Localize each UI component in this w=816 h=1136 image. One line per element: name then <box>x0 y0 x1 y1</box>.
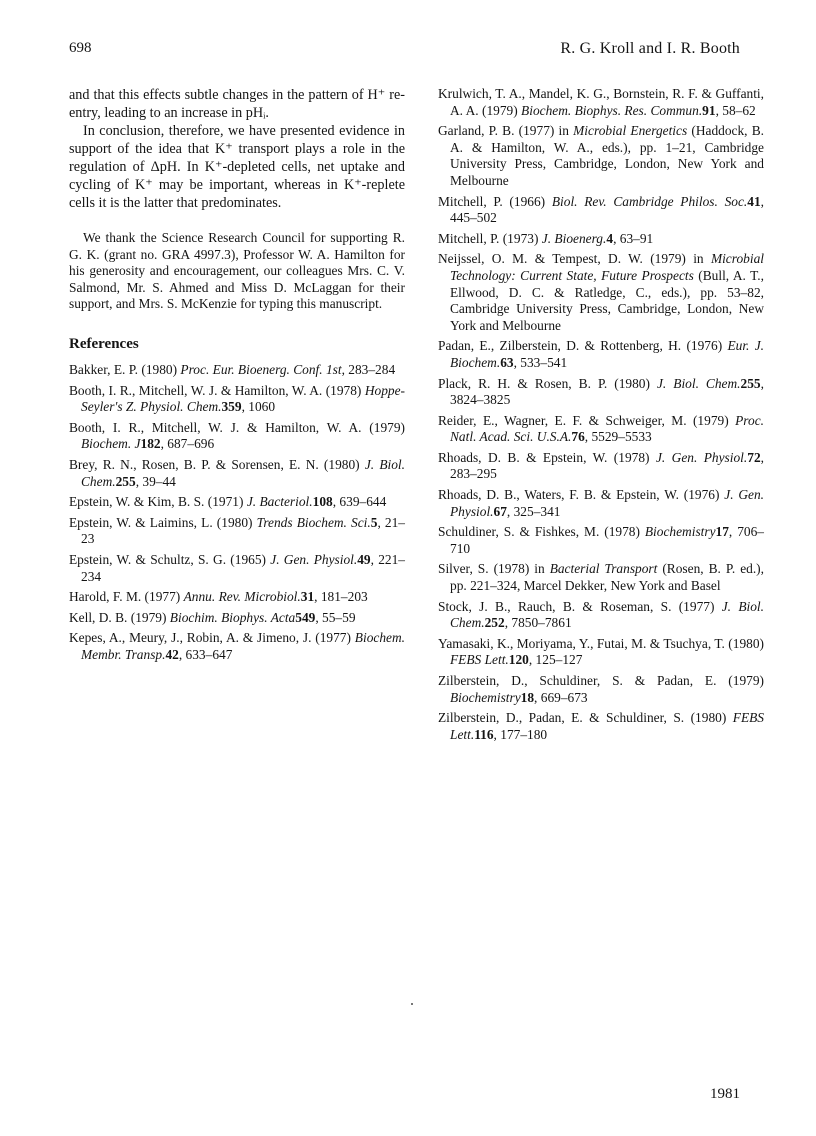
ref-authors: Yamasaki, K., Moriyama, Y., Futai, M. & Tsuchya, T. (1980) <box>438 635 764 651</box>
ref-volume: 17 <box>715 524 729 540</box>
ref-pages: (Haddock, B. A. & Hamilton, W. A., eds.), pp. 1–21, Cambridge University Press, Cambridge, London, New York and Melbourne <box>450 123 764 188</box>
ref-authors: Padan, E., Zilberstein, D. & Rottenberg, H. (1976) <box>438 338 728 354</box>
ref-volume: 252 <box>484 615 505 631</box>
ref-volume: 359 <box>221 399 242 415</box>
ref-pages: , 125–127 <box>528 652 583 668</box>
ref-volume: 255 <box>740 375 761 391</box>
ref-pages: , 55–59 <box>315 609 356 625</box>
ref-authors: Reider, E., Wagner, E. F. & Schweiger, M. (1979) <box>438 412 736 428</box>
reference-item <box>69 630 405 663</box>
page-number: 698 <box>69 40 92 56</box>
reference-item <box>438 524 764 557</box>
ref-authors: Rhoads, D. B., Waters, F. B. & Epstein, W. (1976) <box>438 487 725 503</box>
ref-journal: Eur. J. Biochem. <box>450 338 764 370</box>
ref-pages: , 1060 <box>241 399 276 415</box>
ref-authors: Kepes, A., Meury, J., Robin, A. & Jimeno, J. (1977) <box>69 630 355 646</box>
ref-volume: 182 <box>140 436 161 452</box>
ref-pages: , 639–644 <box>332 494 387 510</box>
ref-volume: 549 <box>295 609 316 625</box>
reference-item <box>69 362 405 379</box>
ref-journal: Biochem. J <box>81 436 141 452</box>
ref-authors: Rhoads, D. B. & Epstein, W. (1978) <box>438 449 656 465</box>
ref-volume: 63 <box>500 354 514 370</box>
ref-pages: , 58–62 <box>715 102 756 118</box>
right-column <box>438 86 764 747</box>
ref-volume: 4 <box>606 230 614 246</box>
ref-journal: J. Gen. Physiol. <box>270 551 358 567</box>
ref-pages: , 3824–3825 <box>450 375 764 408</box>
ref-authors: Stock, J. B., Rauch, B. & Roseman, S. (1977) <box>438 598 722 614</box>
reference-item <box>438 376 764 409</box>
ref-journal: J. Bacteriol. <box>246 494 313 510</box>
ref-volume: 72 <box>747 449 761 465</box>
ref-authors: Epstein, W. & Kim, B. S. (1971) <box>69 494 247 510</box>
body-paragraph-conclusion: In conclusion, therefore, we have presented evidence in support of the idea that K⁺ transport plays a role in the regulation of ΔpH. In K⁺-depleted cells, net uptake and cycling of K⁺ may be important, whereas in K⁺-replete cells it is the latter that predominates. <box>69 123 405 211</box>
ref-journal: Biochemistry <box>644 524 716 540</box>
ref-pages: (Bull, A. T., Ellwood, D. C. & Ratledge, C., eds.), pp. 53–82, Cambridge University Press, Cambridge, London, New York and Melbourne <box>450 267 764 333</box>
body-paragraph-continued: and that this effects subtle changes in the pattern of H⁺ re-entry, leading to an increase in pHᵢ. <box>69 87 405 121</box>
ref-authors: Booth, I. R., Mitchell, W. J. & Hamilton, W. A. (1978) <box>69 382 365 398</box>
ref-authors: Mitchell, P. (1973) <box>438 230 542 246</box>
reference-item <box>69 515 405 548</box>
ref-authors: Harold, F. M. (1977) <box>69 589 184 605</box>
ref-journal: J. Biol. Chem. <box>450 598 764 631</box>
reference-item <box>438 710 764 743</box>
ref-pages: , 533–541 <box>513 354 568 370</box>
ref-journal: J. Biol. Chem. <box>81 456 405 489</box>
running-head-authors: R. G. Kroll and I. R. Booth <box>560 40 740 57</box>
ref-journal: Annu. Rev. Microbiol. <box>183 589 301 605</box>
ref-authors: Garland, P. B. (1977) in <box>438 123 574 139</box>
ref-volume: 5 <box>370 514 378 530</box>
reference-item <box>438 231 764 248</box>
ref-authors: Silver, S. (1978) in <box>438 561 550 577</box>
ref-authors: Plack, R. H. & Rosen, B. P. (1980) <box>438 375 657 391</box>
reference-item <box>69 420 405 453</box>
ref-pages: , 63–91 <box>613 230 654 246</box>
ref-journal: J. Gen. Physiol. <box>655 449 748 465</box>
ref-pages: , 181–203 <box>314 589 368 605</box>
reference-item <box>438 487 764 520</box>
ref-volume: 108 <box>312 494 333 510</box>
ref-authors: Brey, R. N., Rosen, B. P. & Sorensen, E. N. (1980) <box>69 456 365 472</box>
reference-item <box>438 338 764 371</box>
ref-journal: Hoppe-Seyler's Z. Physiol. Chem. <box>81 382 405 415</box>
ref-journal: Biochem. Biophys. Res. Commun. <box>521 102 703 118</box>
ref-journal: Biol. Rev. Cambridge Philos. Soc. <box>551 193 748 209</box>
ref-journal: J. Gen. Physiol. <box>450 487 764 519</box>
left-column <box>69 86 405 667</box>
ref-journal: Bacterial Transport <box>549 561 658 577</box>
reference-item <box>438 599 764 632</box>
page-speck <box>411 1003 413 1005</box>
ref-authors: Zilberstein, D., Padan, E. & Schuldiner, S. (1980) <box>438 710 733 726</box>
reference-item <box>69 552 405 585</box>
ref-journal: J. Bioenerg. <box>541 230 607 246</box>
ref-pages: , 633–647 <box>178 646 233 662</box>
ref-authors: Zilberstein, D., Schuldiner, S. & Padan, E. (1979) <box>438 673 764 688</box>
reference-item <box>438 123 764 189</box>
ref-volume: 76 <box>571 429 585 445</box>
reference-item <box>69 494 405 511</box>
ref-pages: , 21–23 <box>81 514 405 547</box>
ref-authors: Bakker, E. P. (1980) <box>69 361 181 377</box>
ref-volume: 31 <box>300 589 315 605</box>
ref-volume: 49 <box>357 551 371 567</box>
reference-item <box>438 413 764 446</box>
reference-item <box>69 589 405 606</box>
ref-journal: FEBS Lett. <box>450 710 764 742</box>
reference-list-right <box>438 86 764 743</box>
ref-authors: Schuldiner, S. & Fishkes, M. (1978) <box>438 524 645 540</box>
ref-pages: , 221–234 <box>81 551 405 584</box>
reference-item <box>69 383 405 416</box>
ref-authors: Booth, I. R., Mitchell, W. J. & Hamilton, W. A. (1979) <box>69 419 405 435</box>
ref-volume: 42 <box>165 646 179 662</box>
ref-authors: Kell, D. B. (1979) <box>69 609 170 625</box>
ref-journal: Biochem. Membr. Transp. <box>81 630 405 662</box>
ref-pages: (Rosen, B. P. ed.), pp. 221–324, Marcel Dekker, New York and Basel <box>450 561 764 594</box>
ref-journal: Microbial Technology: Current State, Future Prospects <box>450 251 764 283</box>
reference-item <box>438 86 764 119</box>
ref-pages: , 325–341 <box>506 503 561 519</box>
ref-pages: , 706–710 <box>450 524 764 556</box>
ref-pages: , 39–44 <box>135 473 176 489</box>
reference-item <box>69 457 405 490</box>
acknowledgements: We thank the Science Research Council for supporting R. G. K. (grant no. GRA 4997.3), Professor W. A. Hamilton for his generosity and encouragement, our colleagues Mrs. C. V. Salmond, Mr. S. Ahmed and Miss D. McLaggan for their support, and Mrs. S. McKenzie for typing this manuscript. <box>69 230 405 312</box>
footer-year: 1981 <box>710 1086 740 1102</box>
ref-journal: Proc. Eur. Bioenerg. Conf. 1st <box>180 361 342 377</box>
ref-volume: 67 <box>493 503 507 519</box>
reference-item <box>438 251 764 334</box>
ref-pages: , 669–673 <box>534 689 588 705</box>
references-heading: References <box>69 335 139 352</box>
reference-item <box>438 673 764 706</box>
ref-journal: Biochim. Biophys. Acta <box>169 609 296 625</box>
ref-authors: Epstein, W. & Schultz, S. G. (1965) <box>69 551 271 567</box>
reference-item <box>69 610 405 627</box>
ref-pages: , 445–502 <box>450 193 764 226</box>
ref-pages: , 283–295 <box>450 449 764 482</box>
ref-volume: 18 <box>520 689 535 705</box>
ref-authors: Krulwich, T. A., Mandel, K. G., Bornstein, R. F. & Guffanti, A. A. (1979) <box>438 86 764 118</box>
ref-journal: Biochemistry <box>450 689 521 705</box>
ref-pages: , 283–284 <box>341 361 396 377</box>
ref-journal: Microbial Energetics <box>573 123 688 139</box>
ref-pages: , 687–696 <box>160 436 215 452</box>
reference-list-left <box>69 362 405 664</box>
ref-volume: 41 <box>747 193 761 209</box>
ref-authors: Mitchell, P. (1966) <box>438 193 552 209</box>
ref-pages: , 5529–5533 <box>584 429 652 445</box>
reference-item <box>438 450 764 483</box>
ref-volume: 116 <box>474 726 494 742</box>
ref-journal: Trends Biochem. Sci. <box>256 514 371 530</box>
ref-journal: Proc. Natl. Acad. Sci. U.S.A. <box>450 412 764 445</box>
ref-journal: FEBS Lett. <box>450 652 509 668</box>
ref-journal: J. Biol. Chem. <box>656 375 741 391</box>
ref-pages: , 7850–7861 <box>504 615 572 631</box>
ref-pages: , 177–180 <box>493 726 548 742</box>
reference-item <box>438 561 764 594</box>
ref-volume: 120 <box>508 652 529 668</box>
reference-item <box>438 636 764 669</box>
ref-authors: Epstein, W. & Laimins, L. (1980) <box>69 514 257 530</box>
ref-volume: 91 <box>702 102 716 118</box>
ref-volume: 255 <box>115 473 136 489</box>
ref-authors: Neijssel, O. M. & Tempest, D. W. (1979) in <box>438 251 711 267</box>
reference-item <box>438 194 764 227</box>
